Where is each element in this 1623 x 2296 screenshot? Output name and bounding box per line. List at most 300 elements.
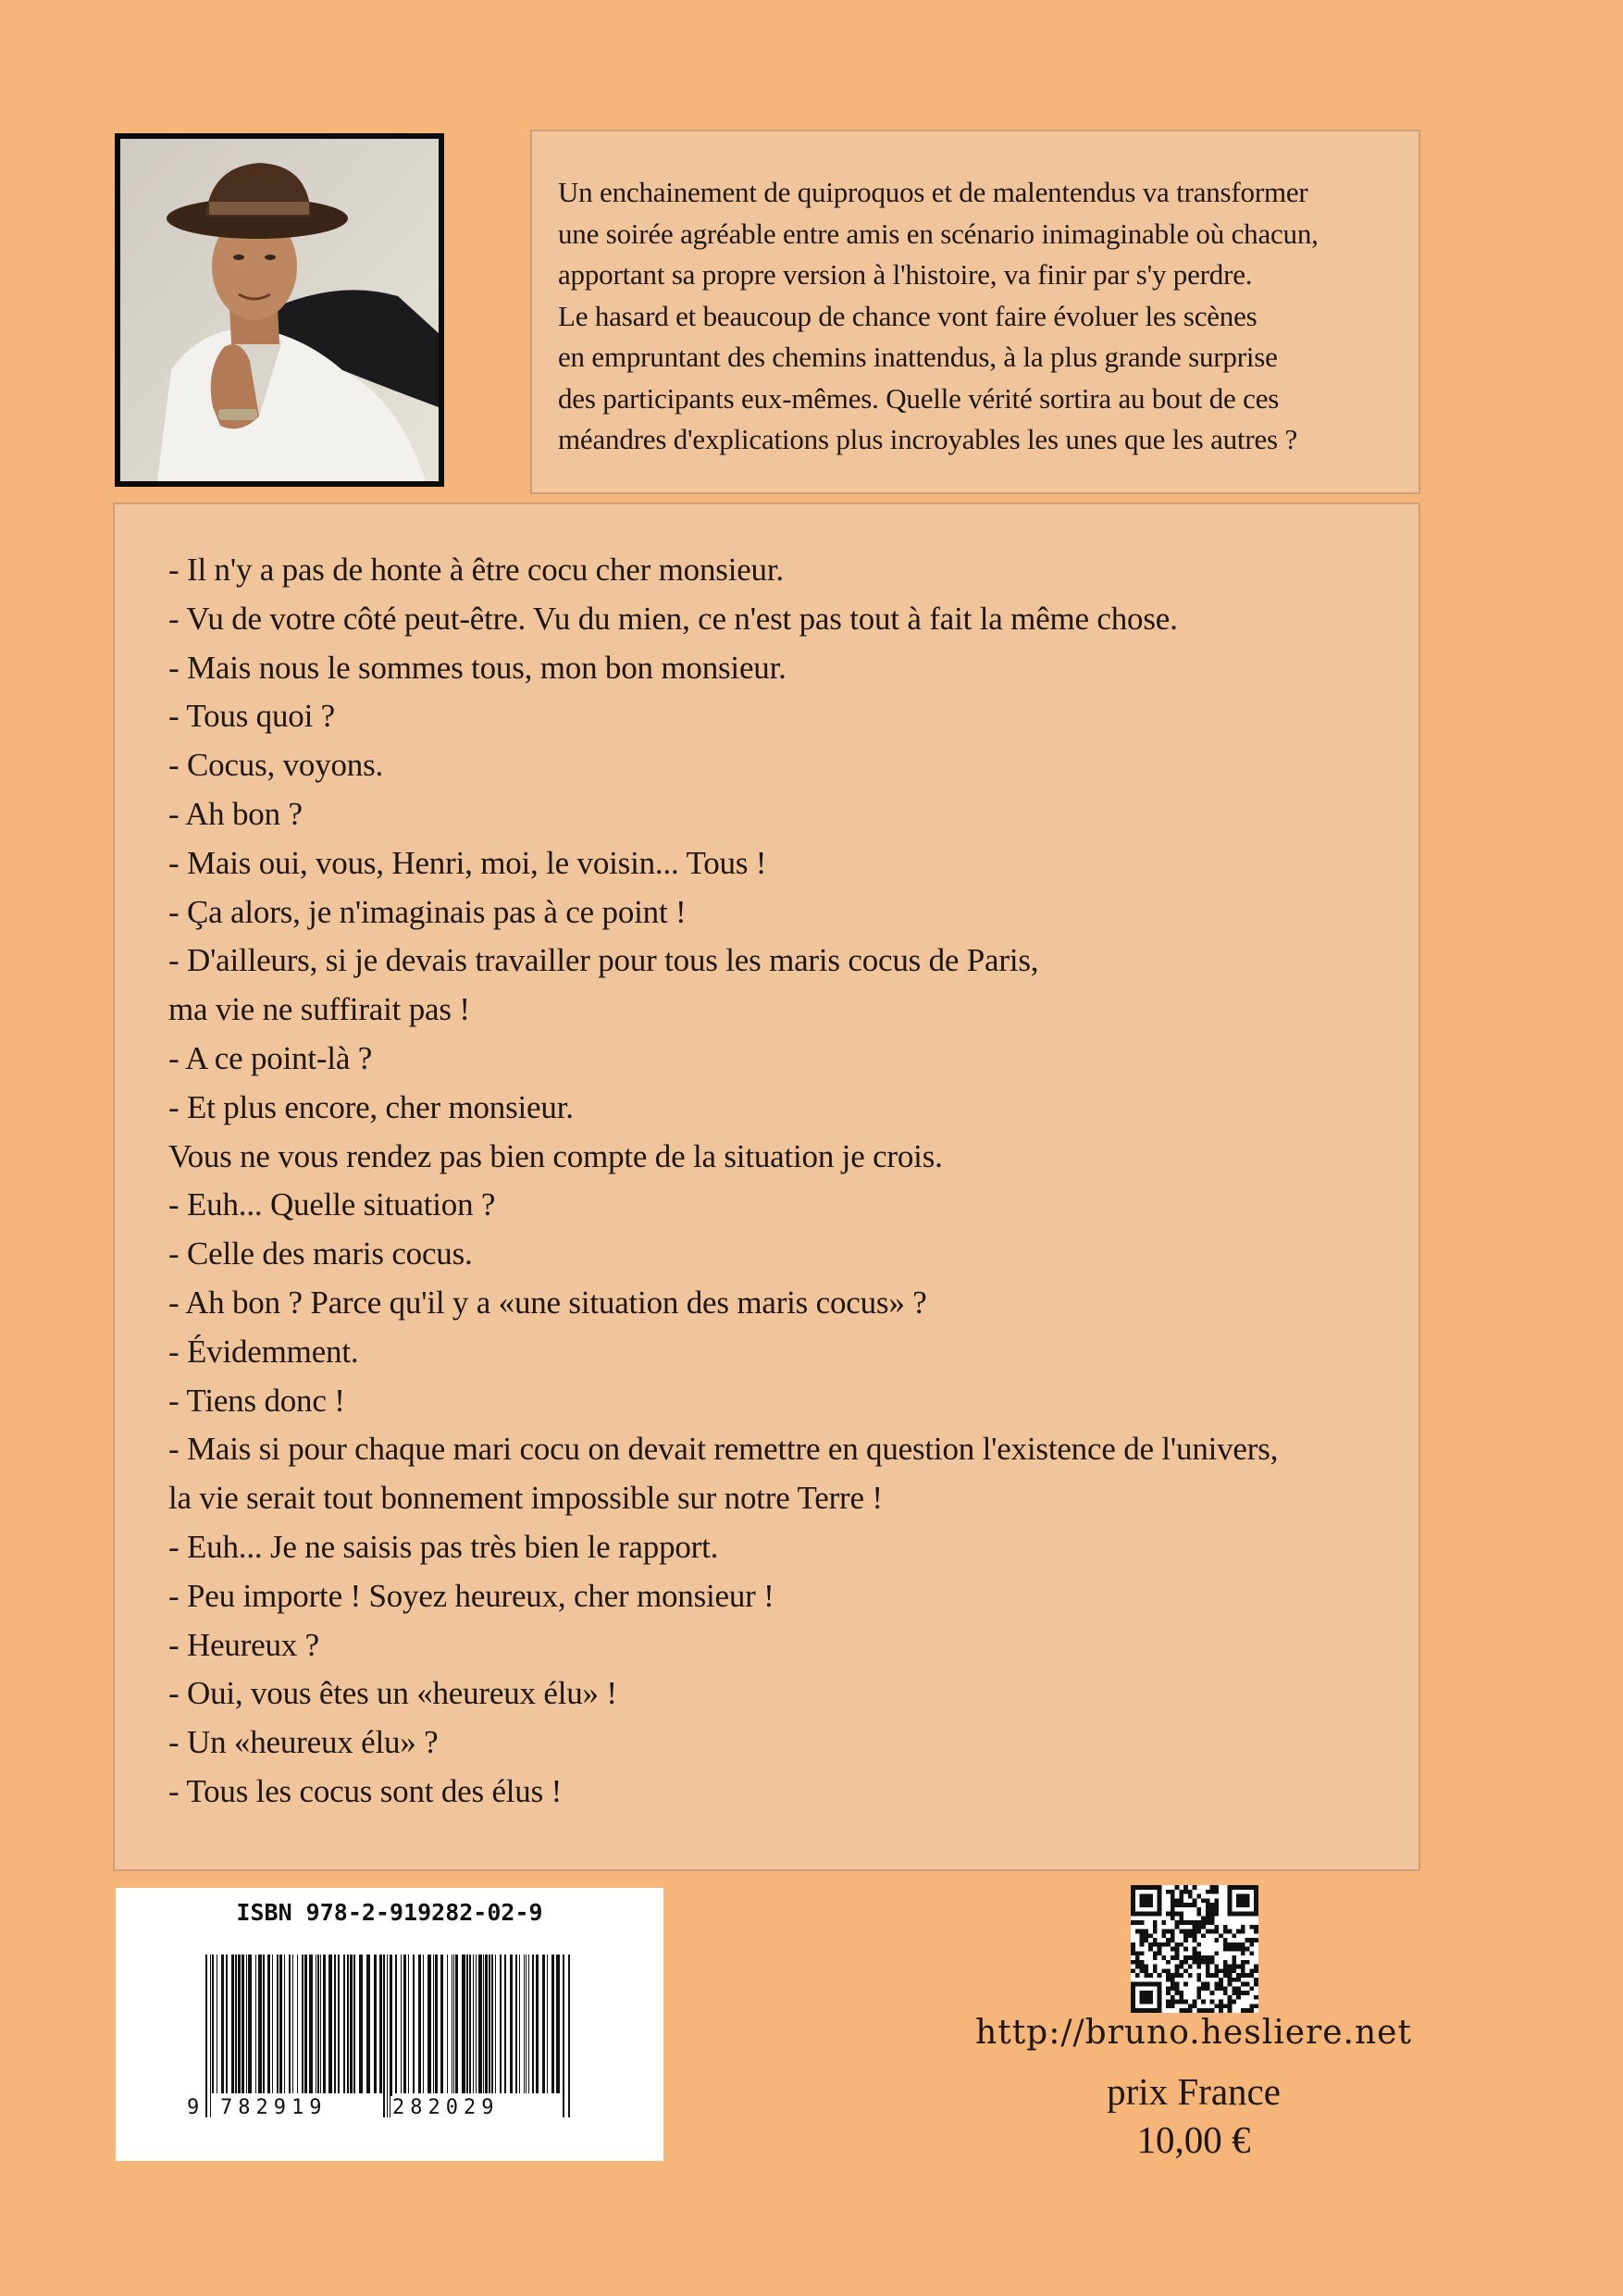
qr-module bbox=[1214, 1968, 1219, 1973]
dialogue-line: - Euh... Quelle situation ? bbox=[168, 1186, 496, 1223]
qr-module bbox=[1201, 1960, 1206, 1965]
dialogue-line: - Cocus, voyons. bbox=[168, 747, 384, 784]
qr-module bbox=[1214, 1973, 1219, 1978]
qr-module bbox=[1188, 1903, 1193, 1907]
dialogue-line: - Peu importe ! Soyez heureux, cher monsieur ! bbox=[168, 1577, 774, 1614]
qr-module bbox=[1188, 2004, 1193, 2008]
qr-module bbox=[1206, 1973, 1210, 1978]
qr-module bbox=[1249, 1925, 1254, 1930]
qr-module bbox=[1193, 1885, 1197, 1890]
qr-module bbox=[1223, 1942, 1228, 1947]
qr-module bbox=[1236, 1894, 1249, 1907]
qr-module bbox=[1201, 1925, 1206, 1930]
qr-module bbox=[1214, 1925, 1219, 1930]
qr-module bbox=[1245, 1938, 1250, 1942]
qr-module bbox=[1171, 1898, 1175, 1903]
qr-module bbox=[1144, 1930, 1148, 1934]
qr-module bbox=[1144, 1973, 1148, 1978]
author-photo bbox=[115, 133, 444, 487]
qr-module bbox=[1183, 1903, 1188, 1907]
qr-module bbox=[1161, 1920, 1166, 1925]
qr-module bbox=[1241, 2008, 1245, 2013]
qr-module bbox=[1196, 1978, 1201, 1982]
dialogue-line: - D'ailleurs, si je devais travailler pour tous les maris cocus de Paris, bbox=[168, 942, 1039, 979]
qr-module bbox=[1153, 1938, 1158, 1942]
qr-module bbox=[1179, 2008, 1183, 2013]
qr-module bbox=[1140, 1938, 1145, 1942]
qr-module bbox=[1193, 1930, 1197, 1934]
qr-module bbox=[1249, 1951, 1254, 1955]
qr-module bbox=[1183, 1955, 1188, 1960]
qr-module bbox=[1210, 1920, 1215, 1925]
dialogue-line: - Ah bon ? Parce qu'il y a «une situation des maris cocus» ? bbox=[168, 1284, 927, 1321]
qr-module bbox=[1153, 1925, 1158, 1930]
qr-module bbox=[1171, 1973, 1175, 1978]
qr-module bbox=[1219, 1986, 1223, 1991]
qr-module bbox=[1196, 1995, 1201, 2000]
qr-module bbox=[1179, 1894, 1183, 1899]
qr-module bbox=[1166, 2000, 1171, 2004]
qr-module bbox=[1245, 1982, 1250, 1987]
qr-module bbox=[1206, 1955, 1210, 1960]
qr-module bbox=[1188, 1890, 1193, 1894]
qr-module bbox=[1166, 1973, 1171, 1978]
qr-module bbox=[1171, 1955, 1175, 1960]
qr-module bbox=[1179, 1890, 1183, 1894]
qr-module bbox=[1236, 1965, 1241, 1969]
qr-module bbox=[1196, 1991, 1201, 1995]
qr-module bbox=[1232, 1947, 1236, 1952]
qr-module bbox=[1241, 1991, 1245, 1995]
qr-module bbox=[1166, 1991, 1171, 1995]
qr-module bbox=[1166, 1986, 1171, 1991]
qr-module bbox=[1241, 1973, 1245, 1978]
qr-module bbox=[1183, 1947, 1188, 1952]
dialogue-line: - Mais nous le sommes tous, mon bon monsieur. bbox=[168, 649, 787, 686]
qr-module bbox=[1249, 1942, 1254, 1947]
qr-module bbox=[1175, 1942, 1180, 1947]
qr-module bbox=[1140, 1894, 1153, 1907]
qr-module bbox=[1236, 1930, 1241, 1934]
qr-module bbox=[1210, 1973, 1215, 1978]
blurb-line: méandres d'explications plus incroyables les unes que les autres ? bbox=[558, 423, 1298, 455]
dialogue-line: - Un «heureux élu» ? bbox=[168, 1724, 439, 1761]
qr-module bbox=[1144, 1938, 1148, 1942]
qr-module bbox=[1193, 1951, 1197, 1955]
qr-module bbox=[1196, 1942, 1201, 1947]
qr-module bbox=[1179, 2000, 1183, 2004]
qr-module bbox=[1131, 1942, 1135, 1947]
qr-module bbox=[1175, 1947, 1180, 1952]
isbn-label: ISBN 978-2-919282-02-9 bbox=[236, 1899, 543, 1926]
qr-module bbox=[1171, 1982, 1175, 1987]
qr-module bbox=[1179, 1920, 1183, 1925]
qr-module bbox=[1206, 1982, 1210, 1987]
qr-module bbox=[1166, 1942, 1171, 1947]
qr-module bbox=[1179, 1965, 1183, 1969]
qr-module bbox=[1158, 1951, 1162, 1955]
qr-module bbox=[1153, 1968, 1158, 1973]
qr-module bbox=[1148, 1973, 1153, 1978]
qr-module bbox=[1245, 2008, 1250, 2013]
qr-module bbox=[1223, 1960, 1228, 1965]
qr-module bbox=[1161, 1955, 1166, 1960]
qr-module bbox=[1223, 1986, 1228, 1991]
qr-module bbox=[1214, 1938, 1219, 1942]
dialogue-line: - Et plus encore, cher monsieur. bbox=[168, 1088, 574, 1125]
blurb-line: des participants eux-mêmes. Quelle vérité sortira au bout de ces bbox=[558, 381, 1280, 415]
blurb-line: une soirée agréable entre amis en scénario inimaginable où chacun, bbox=[558, 217, 1319, 250]
qr-module bbox=[1214, 2004, 1219, 2008]
qr-module bbox=[1161, 1930, 1166, 1934]
qr-module bbox=[1196, 1894, 1201, 1899]
qr-module bbox=[1214, 1912, 1219, 1917]
qr-module bbox=[1232, 1968, 1236, 1973]
qr-module bbox=[1131, 1920, 1135, 1925]
dialogue-line: - Heureux ? bbox=[168, 1626, 319, 1663]
qr-module bbox=[1232, 1986, 1236, 1991]
qr-module bbox=[1140, 1968, 1145, 1973]
qr-module bbox=[1228, 2004, 1233, 2008]
qr-module bbox=[1228, 1978, 1233, 1982]
qr-module bbox=[1228, 1942, 1233, 1947]
qr-module bbox=[1171, 1933, 1175, 1938]
qr-module bbox=[1183, 2000, 1188, 2004]
dialogue-line: - Évidemment. bbox=[168, 1333, 359, 1370]
qr-module bbox=[1228, 1965, 1233, 1969]
barcode-digit-group-left: 782919 bbox=[220, 2096, 328, 2119]
qr-module bbox=[1193, 1960, 1197, 1965]
qr-module bbox=[1228, 1973, 1233, 1978]
qr-module bbox=[1193, 1920, 1197, 1925]
dialogue-line: - Tiens donc ! bbox=[168, 1382, 345, 1419]
qr-module bbox=[1175, 1982, 1180, 1987]
qr-module bbox=[1219, 2000, 1223, 2004]
qr-module bbox=[1249, 1986, 1254, 1991]
qr-module bbox=[1206, 1986, 1210, 1991]
dialogue-excerpt-panel bbox=[113, 503, 1420, 1871]
qr-module bbox=[1245, 1991, 1250, 1995]
qr-module bbox=[1166, 1960, 1171, 1965]
qr-module bbox=[1232, 2000, 1236, 2004]
qr-module bbox=[1166, 1890, 1171, 1894]
qr-module bbox=[1171, 1930, 1175, 1934]
qr-module bbox=[1148, 1947, 1153, 1952]
qr-module bbox=[1135, 1920, 1140, 1925]
qr-module bbox=[1228, 1968, 1233, 1973]
qr-module bbox=[1241, 1925, 1245, 1930]
qr-module bbox=[1179, 1995, 1183, 2000]
qr-module bbox=[1140, 1930, 1145, 1934]
qr-module bbox=[1241, 1942, 1245, 1947]
qr-module bbox=[1219, 1978, 1223, 1982]
isbn-barcode bbox=[116, 1888, 663, 2161]
qr-module bbox=[1175, 1991, 1180, 1995]
qr-module bbox=[1135, 1930, 1140, 1934]
qr-module bbox=[1241, 1930, 1245, 1934]
qr-module bbox=[1201, 1986, 1206, 1991]
qr-module bbox=[1171, 1890, 1175, 1894]
qr-module bbox=[1249, 1973, 1254, 1978]
qr-module bbox=[1210, 1903, 1215, 1907]
qr-module bbox=[1228, 2000, 1233, 2004]
qr-module bbox=[1158, 1973, 1162, 1978]
qr-module bbox=[1196, 1930, 1201, 1934]
qr-module bbox=[1140, 1960, 1145, 1965]
dialogue-line: - Oui, vous êtes un «heureux élu» ! bbox=[168, 1675, 617, 1712]
qr-module bbox=[1135, 1973, 1140, 1978]
qr-module bbox=[1223, 1938, 1228, 1942]
qr-module bbox=[1193, 1955, 1197, 1960]
qr-module bbox=[1166, 2004, 1171, 2008]
qr-module bbox=[1135, 1965, 1140, 1969]
blurb-line: en empruntant des chemins inattendus, à la plus grande surprise bbox=[558, 341, 1278, 373]
qr-module bbox=[1175, 1968, 1180, 1973]
qr-module bbox=[1179, 1916, 1183, 1920]
qr-module bbox=[1254, 1995, 1258, 2000]
qr-module bbox=[1131, 1947, 1135, 1952]
qr-module bbox=[1201, 1955, 1206, 1960]
qr-module bbox=[1153, 1930, 1158, 1934]
qr-module bbox=[1206, 1898, 1210, 1903]
qr-module bbox=[1232, 1933, 1236, 1938]
qr-module bbox=[1171, 1912, 1175, 1917]
qr-module bbox=[1179, 1903, 1183, 1907]
qr-module bbox=[1171, 1986, 1175, 1991]
qr-module bbox=[1171, 1916, 1175, 1920]
dialogue-line: - Ça alors, je n'imaginais pas à ce point ! bbox=[168, 893, 687, 930]
dialogue-line: ma vie ne suffirait pas ! bbox=[168, 991, 470, 1028]
qr-module bbox=[1206, 1916, 1210, 1920]
qr-module bbox=[1153, 1955, 1158, 1960]
qr-module bbox=[1193, 1903, 1197, 1907]
qr-module bbox=[1183, 1933, 1188, 1938]
blurb-line: apportant sa propre version à l'histoire, va finir par s'y perdre. bbox=[558, 258, 1253, 291]
qr-module bbox=[1214, 1898, 1219, 1903]
qr-module bbox=[1201, 2000, 1206, 2004]
qr-module bbox=[1223, 1965, 1228, 1969]
qr-module bbox=[1241, 1960, 1245, 1965]
qr-module bbox=[1249, 1968, 1254, 1973]
qr-module bbox=[1153, 1965, 1158, 1969]
qr-module bbox=[1144, 1933, 1148, 1938]
qr-module bbox=[1210, 1930, 1215, 1934]
qr-module bbox=[1183, 1890, 1188, 1894]
dialogue-line: - Ah bon ? bbox=[168, 795, 303, 832]
qr-module bbox=[1219, 1933, 1223, 1938]
qr-module bbox=[1214, 1885, 1219, 1890]
qr-module bbox=[1232, 1960, 1236, 1965]
qr-module bbox=[1223, 1968, 1228, 1973]
qr-module bbox=[1254, 1938, 1258, 1942]
qr-module bbox=[1206, 1920, 1210, 1925]
qr-module bbox=[1140, 1942, 1145, 1947]
qr-module bbox=[1179, 1960, 1183, 1965]
qr-module bbox=[1188, 1930, 1193, 1934]
qr-module bbox=[1196, 1925, 1201, 1930]
qr-module bbox=[1175, 1920, 1180, 1925]
qr-module bbox=[1241, 1965, 1245, 1969]
qr-module bbox=[1249, 2004, 1254, 2008]
qr-module bbox=[1171, 1978, 1175, 1982]
dialogue-line: - A ce point-là ? bbox=[168, 1039, 373, 1076]
qr-module bbox=[1188, 2008, 1193, 2013]
qr-code-image bbox=[1131, 1885, 1258, 2013]
dialogue-line: - Euh... Je ne saisis pas très bien le rapport. bbox=[168, 1528, 719, 1565]
qr-module bbox=[1193, 2000, 1197, 2004]
dialogue-line: la vie serait tout bonnement impossible sur notre Terre ! bbox=[168, 1480, 883, 1517]
qr-module bbox=[1219, 2004, 1223, 2008]
dialogue-line: - Mais si pour chaque mari cocu on devait remettre en question l'existence de l'univers, bbox=[168, 1431, 1279, 1468]
qr-module bbox=[1188, 1965, 1193, 1969]
qr-module bbox=[1232, 1991, 1236, 1995]
qr-module bbox=[1171, 1894, 1175, 1899]
qr-module bbox=[1201, 1898, 1206, 1903]
qr-module bbox=[1241, 1968, 1245, 1973]
dialogue-line: - Celle des maris cocus. bbox=[168, 1235, 473, 1272]
qr-module bbox=[1232, 1978, 1236, 1982]
qr-module bbox=[1158, 1942, 1162, 1947]
qr-module bbox=[1183, 2008, 1188, 2013]
qr-module bbox=[1245, 1960, 1250, 1965]
barcode-digit-group-right: 282029 bbox=[392, 2096, 500, 2119]
qr-module bbox=[1241, 1947, 1245, 1952]
qr-module bbox=[1219, 2008, 1223, 2013]
qr-module bbox=[1210, 2000, 1215, 2004]
qr-module bbox=[1140, 1965, 1145, 1969]
qr-module bbox=[1196, 2008, 1201, 2013]
qr-module bbox=[1196, 1912, 1201, 1917]
qr-module bbox=[1183, 1930, 1188, 1934]
qr-module bbox=[1175, 1965, 1180, 1969]
qr-module bbox=[1161, 1942, 1166, 1947]
qr-module bbox=[1210, 1912, 1215, 1917]
qr-module bbox=[1193, 1947, 1197, 1952]
qr-module bbox=[1201, 1916, 1206, 1920]
website-url: http://bruno.hesliere.net bbox=[975, 2014, 1412, 2052]
dialogue-line: Vous ne vous rendez pas bien compte de la situation je crois. bbox=[168, 1137, 943, 1174]
qr-module bbox=[1232, 1965, 1236, 1969]
qr-module bbox=[1232, 1955, 1236, 1960]
qr-module bbox=[1210, 1960, 1215, 1965]
qr-module bbox=[1210, 1890, 1215, 1894]
price-label: prix France bbox=[1107, 2070, 1281, 2113]
qr-module bbox=[1153, 1942, 1158, 1947]
qr-module bbox=[1210, 1907, 1215, 1912]
qr-module bbox=[1175, 1903, 1180, 1907]
qr-module bbox=[1175, 1973, 1180, 1978]
qr-module bbox=[1183, 1920, 1188, 1925]
qr-module bbox=[1196, 1973, 1201, 1978]
qr-module bbox=[1214, 1951, 1219, 1955]
qr-module bbox=[1171, 1907, 1175, 1912]
qr-module bbox=[1241, 1982, 1245, 1987]
qr-module bbox=[1206, 2008, 1210, 2013]
blurb-panel bbox=[530, 130, 1420, 494]
blurb-line: Un enchainement de quiproquos et de malentendus va transformer bbox=[558, 176, 1308, 208]
qr-module bbox=[1254, 1925, 1258, 1930]
qr-module bbox=[1166, 1912, 1171, 1917]
qr-module bbox=[1175, 1955, 1180, 1960]
qr-module bbox=[1206, 1912, 1210, 1917]
qr-module bbox=[1236, 1991, 1241, 1995]
qr-module bbox=[1206, 1890, 1210, 1894]
dialogue-line: - Mais oui, vous, Henri, moi, le voisin... Tous ! bbox=[168, 844, 767, 881]
qr-module bbox=[1166, 1978, 1171, 1982]
qr-module bbox=[1175, 1912, 1180, 1917]
qr-module bbox=[1245, 1947, 1250, 1952]
qr-module bbox=[1214, 1930, 1219, 1934]
qr-module bbox=[1206, 1965, 1210, 1969]
qr-module bbox=[1223, 2004, 1228, 2008]
qr-module bbox=[1161, 1968, 1166, 1973]
qr-module bbox=[1175, 1885, 1180, 1890]
qr-module bbox=[1201, 1933, 1206, 1938]
price-value: 10,00 € bbox=[1136, 2118, 1251, 2161]
qr-module bbox=[1140, 1920, 1145, 1925]
qr-module bbox=[1193, 1925, 1197, 1930]
qr-module bbox=[1148, 1942, 1153, 1947]
qr-module bbox=[1241, 1951, 1245, 1955]
qr-module bbox=[1161, 1933, 1166, 1938]
qr-module bbox=[1171, 1947, 1175, 1952]
qr-module bbox=[1188, 1933, 1193, 1938]
qr-module bbox=[1196, 1951, 1201, 1955]
qr-module bbox=[1166, 1938, 1171, 1942]
qr-module bbox=[1214, 1965, 1219, 1969]
qr-module bbox=[1196, 1955, 1201, 1960]
qr-module bbox=[1183, 1938, 1188, 1942]
dialogue-line: - Vu de votre côté peut-être. Vu du mien, ce n'est pas tout à fait la même chose. bbox=[168, 600, 1178, 637]
qr-module bbox=[1188, 1920, 1193, 1925]
qr-module bbox=[1131, 1968, 1135, 1973]
qr-module bbox=[1183, 1885, 1188, 1890]
qr-module bbox=[1193, 2004, 1197, 2008]
qr-module bbox=[1140, 1951, 1145, 1955]
qr-module bbox=[1193, 1933, 1197, 1938]
qr-module bbox=[1188, 1955, 1193, 1960]
qr-module bbox=[1219, 1982, 1223, 1987]
qr-module bbox=[1214, 1890, 1219, 1894]
qr-module bbox=[1183, 1982, 1188, 1987]
qr-module bbox=[1236, 1942, 1241, 1947]
qr-module bbox=[1245, 1973, 1250, 1978]
qr-module bbox=[1144, 1965, 1148, 1969]
qr-module bbox=[1179, 1898, 1183, 1903]
qr-module bbox=[1166, 1930, 1171, 1934]
qr-module bbox=[1228, 1930, 1233, 1934]
qr-module bbox=[1254, 1930, 1258, 1934]
qr-module bbox=[1196, 1986, 1201, 1991]
qr-module bbox=[1131, 1960, 1135, 1965]
qr-module bbox=[1228, 1995, 1233, 2000]
qr-module bbox=[1196, 1965, 1201, 1969]
qr-module bbox=[1223, 1925, 1228, 1930]
qr-module bbox=[1171, 1903, 1175, 1907]
qr-module bbox=[1210, 1991, 1215, 1995]
barcode-digit-first: 9 bbox=[187, 2096, 200, 2119]
qr-module bbox=[1223, 1973, 1228, 1978]
qr-module bbox=[1206, 1960, 1210, 1965]
qr-module bbox=[1135, 1960, 1140, 1965]
qr-module bbox=[1196, 1907, 1201, 1912]
qr-module bbox=[1166, 1968, 1171, 1973]
qr-module bbox=[1206, 1968, 1210, 1973]
qr-module bbox=[1140, 1991, 1153, 2004]
qr-module bbox=[1223, 1930, 1228, 1934]
qr-module bbox=[1249, 2008, 1254, 2013]
qr-module bbox=[1254, 1965, 1258, 1969]
